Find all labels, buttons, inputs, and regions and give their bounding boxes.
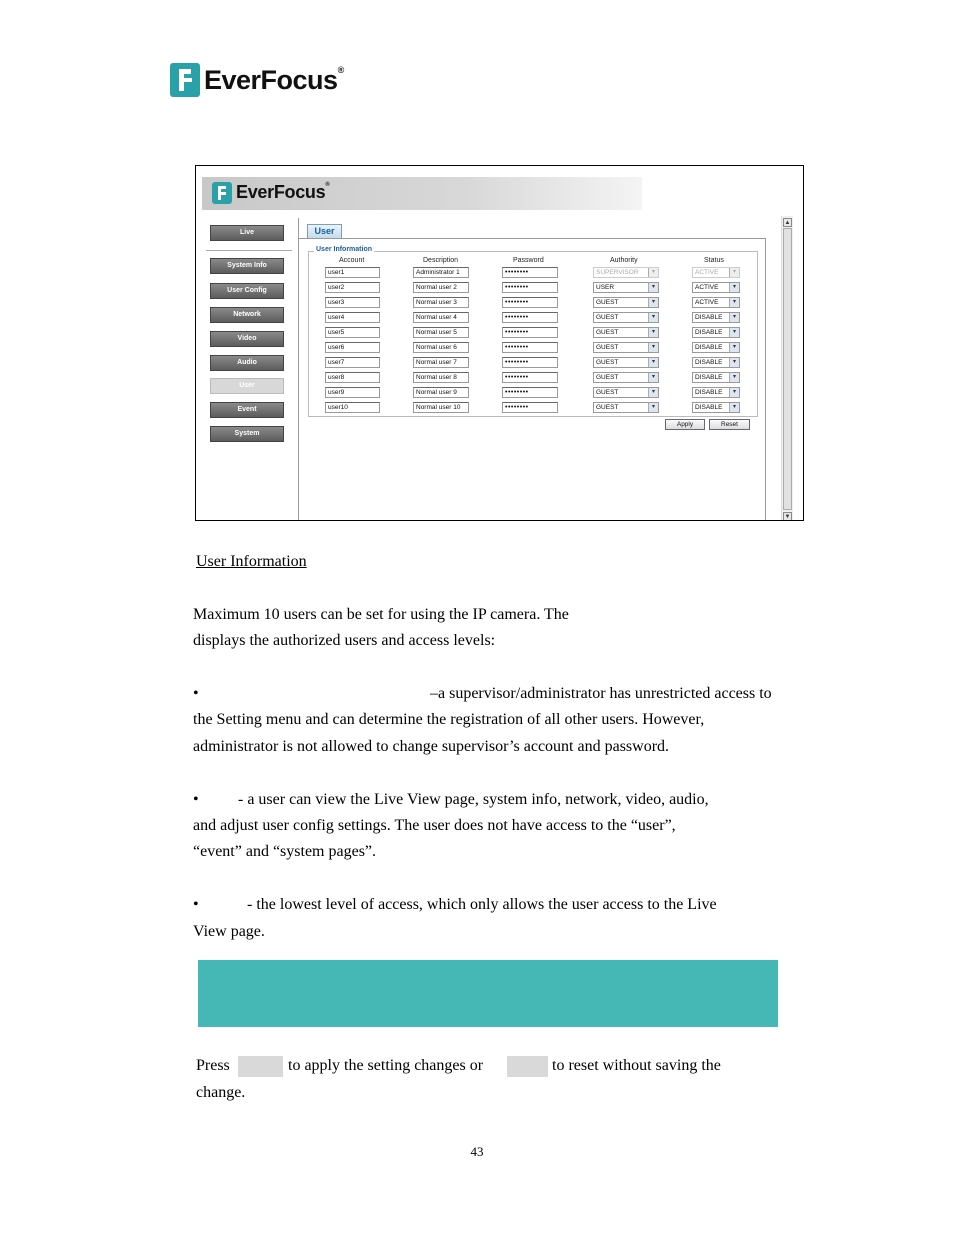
account-field[interactable]: user10	[325, 402, 380, 413]
scroll-thumb[interactable]	[783, 228, 792, 510]
authority-select-value: GUEST	[596, 404, 619, 411]
authority-select[interactable]	[593, 357, 659, 368]
bullet-icon: •	[193, 685, 199, 702]
col-password: Password	[513, 257, 544, 264]
scroll-down-icon[interactable]: ▼	[784, 514, 791, 520]
status-select-value: ACTIVE	[695, 299, 719, 306]
press-end: to reset without saving the	[552, 1057, 721, 1074]
chevron-down-icon[interactable]: ▾	[648, 298, 658, 307]
chevron-down-icon[interactable]: ▾	[729, 283, 739, 292]
status-select[interactable]	[692, 372, 740, 383]
status-select-value: DISABLE	[695, 344, 723, 351]
chevron-down-icon[interactable]: ▾	[729, 343, 739, 352]
authority-select-value: GUEST	[596, 374, 619, 381]
chevron-down-icon[interactable]: ▾	[729, 358, 739, 367]
bullet2-line-3: “event” and “system pages”.	[193, 843, 377, 860]
status-select-value: DISABLE	[695, 374, 723, 381]
authority-select-value: GUEST	[596, 314, 619, 321]
chevron-down-icon[interactable]: ▾	[648, 283, 658, 292]
logo-text: EverFocus®	[204, 64, 344, 95]
sidebar-item-video[interactable]: Video	[210, 331, 284, 347]
account-field[interactable]: user9	[325, 387, 380, 398]
authority-select-value: SUPERVISOR	[596, 269, 639, 276]
sidebar-item-system[interactable]: System	[210, 426, 284, 442]
sidebar-item-user[interactable]: User	[210, 378, 284, 394]
password-field[interactable]: ••••••••	[502, 342, 558, 353]
account-field[interactable]: user3	[325, 297, 380, 308]
banner-logo-icon	[212, 182, 232, 204]
scroll-up-icon[interactable]: ▲	[784, 220, 791, 226]
sidebar-item-network[interactable]: Network	[210, 307, 284, 323]
description-field[interactable]: Normal user 7	[413, 357, 469, 368]
press-word: Press	[196, 1057, 230, 1074]
authority-select-value: GUEST	[596, 329, 619, 336]
chevron-down-icon: ▾	[648, 268, 658, 277]
authority-select[interactable]	[593, 327, 659, 338]
authority-select-value: GUEST	[596, 389, 619, 396]
chevron-down-icon[interactable]: ▾	[648, 358, 658, 367]
status-select-value: DISABLE	[695, 329, 723, 336]
bullet1-line-3: administrator is not allowed to change supervisor’s account and password.	[193, 738, 670, 755]
intro-line-1: Maximum 10 users can be set for using the IP camera. The	[193, 606, 569, 623]
bullet-icon: •	[193, 896, 199, 913]
chevron-down-icon[interactable]: ▾	[648, 403, 658, 412]
authority-select-value: USER	[596, 284, 615, 291]
description-field[interactable]: Administrator 1	[413, 267, 469, 278]
account-field[interactable]: user4	[325, 312, 380, 323]
authority-select-value: GUEST	[596, 359, 619, 366]
chevron-down-icon[interactable]: ▾	[729, 313, 739, 322]
apply-button[interactable]: Apply	[665, 419, 705, 430]
chevron-down-icon[interactable]: ▾	[729, 298, 739, 307]
account-field[interactable]: user7	[325, 357, 380, 368]
status-select-value: DISABLE	[695, 314, 723, 321]
authority-select-value: GUEST	[596, 344, 619, 351]
status-select-value: DISABLE	[695, 404, 723, 411]
status-select[interactable]	[692, 312, 740, 323]
sidebar-item-event[interactable]: Event	[210, 402, 284, 418]
web-ui-screenshot	[195, 165, 804, 521]
chevron-down-icon[interactable]: ▾	[648, 373, 658, 382]
description-field[interactable]: Normal user 6	[413, 342, 469, 353]
password-field[interactable]: ••••••••	[502, 282, 558, 293]
sidebar-item-system-info[interactable]: System Info	[210, 258, 284, 274]
password-field[interactable]: ••••••••	[502, 402, 558, 413]
col-description: Description	[423, 257, 459, 264]
chevron-down-icon[interactable]: ▾	[648, 313, 658, 322]
col-status: Status	[704, 257, 724, 264]
intro-line-2: displays the authorized users and access levels:	[193, 632, 496, 649]
authority-select	[593, 267, 659, 278]
password-field[interactable]: ••••••••	[502, 267, 558, 278]
user-information-legend: User Information	[316, 246, 373, 253]
description-field[interactable]: Normal user 10	[413, 402, 469, 413]
description-field[interactable]: Normal user 3	[413, 297, 469, 308]
reset-placeholder	[507, 1056, 548, 1077]
apply-placeholder	[238, 1056, 283, 1077]
description-field[interactable]: Normal user 2	[413, 282, 469, 293]
account-field[interactable]: user8	[325, 372, 380, 383]
status-select[interactable]	[692, 402, 740, 413]
chevron-down-icon[interactable]: ▾	[729, 388, 739, 397]
status-select	[692, 267, 740, 278]
description-field[interactable]: Normal user 9	[413, 387, 469, 398]
account-field[interactable]: user1	[325, 267, 380, 278]
sidebar-item-live[interactable]: Live	[210, 225, 284, 241]
col-account: Account	[339, 257, 365, 264]
account-field[interactable]: user2	[325, 282, 380, 293]
bullet3-line-2: View page.	[193, 923, 265, 940]
note-box	[198, 960, 778, 1027]
status-select-value: ACTIVE	[695, 284, 719, 291]
chevron-down-icon[interactable]: ▾	[729, 403, 739, 412]
chevron-down-icon[interactable]: ▾	[648, 328, 658, 337]
everfocus-logo-icon	[170, 63, 200, 97]
status-select[interactable]	[692, 297, 740, 308]
authority-select[interactable]	[593, 297, 659, 308]
bullet2-line-1: - a user can view the Live View page, system info, network, video, audio,	[238, 791, 709, 808]
press-line-2: change.	[196, 1084, 246, 1101]
press-mid: to apply the setting changes or	[288, 1057, 484, 1074]
col-authority: Authority	[610, 257, 638, 264]
authority-select[interactable]	[593, 402, 659, 413]
header-banner	[202, 177, 642, 210]
account-field[interactable]: user6	[325, 342, 380, 353]
bullet3-line-1: - the lowest level of access, which only allows the user access to the Live	[247, 896, 717, 913]
sidebar-item-audio[interactable]: Audio	[210, 355, 284, 371]
reset-button[interactable]: Reset	[709, 419, 750, 430]
sidebar-item-user-config[interactable]: User Config	[210, 283, 284, 299]
status-select[interactable]	[692, 387, 740, 398]
bullet1-line-1: –a supervisor/administrator has unrestricted access to	[430, 685, 772, 702]
password-field[interactable]: ••••••••	[502, 387, 558, 398]
password-field[interactable]: ••••••••	[502, 357, 558, 368]
password-field[interactable]: ••••••••	[502, 312, 558, 323]
description-field[interactable]: Normal user 8	[413, 372, 469, 383]
status-select[interactable]	[692, 342, 740, 353]
authority-select-value: GUEST	[596, 299, 619, 306]
chevron-down-icon[interactable]: ▾	[648, 343, 658, 352]
status-select[interactable]	[692, 327, 740, 338]
status-select-value: DISABLE	[695, 359, 723, 366]
sidebar-separator	[206, 250, 292, 251]
authority-select[interactable]	[593, 312, 659, 323]
password-field[interactable]: ••••••••	[502, 372, 558, 383]
chevron-down-icon[interactable]: ▾	[729, 373, 739, 382]
bullet-icon: •	[193, 791, 199, 808]
authority-select[interactable]	[593, 387, 659, 398]
status-select-value: ACTIVE	[695, 269, 719, 276]
chevron-down-icon[interactable]: ▾	[648, 388, 658, 397]
banner-brand: EverFocus®	[236, 182, 330, 202]
status-select[interactable]	[692, 357, 740, 368]
bullet2-line-2: and adjust user config settings. The user does not have access to the “user”,	[193, 817, 676, 834]
vertical-scrollbar[interactable]	[781, 216, 793, 521]
status-select[interactable]	[692, 282, 740, 293]
tab-user[interactable]: User	[307, 224, 342, 238]
page-number: 43	[470, 1144, 484, 1159]
authority-select[interactable]	[593, 282, 659, 293]
authority-select[interactable]	[593, 342, 659, 353]
description-field[interactable]: Normal user 4	[413, 312, 469, 323]
section-heading: User Information	[196, 553, 307, 570]
bullet1-line-2: the Setting menu and can determine the registration of all other users. However,	[193, 711, 705, 728]
status-select-value: DISABLE	[695, 389, 723, 396]
description-field[interactable]: Normal user 5	[413, 327, 469, 338]
authority-select[interactable]	[593, 372, 659, 383]
everfocus-logo	[170, 60, 344, 100]
password-field[interactable]: ••••••••	[502, 297, 558, 308]
account-field[interactable]: user5	[325, 327, 380, 338]
chevron-down-icon: ▾	[729, 268, 739, 277]
password-field[interactable]: ••••••••	[502, 327, 558, 338]
chevron-down-icon[interactable]: ▾	[729, 328, 739, 337]
